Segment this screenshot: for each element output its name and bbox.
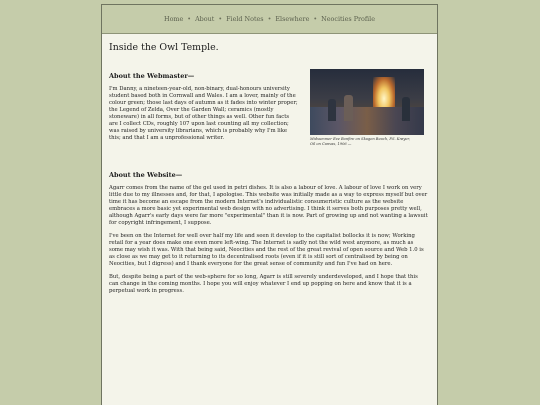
caption-line-1: Midsummer Eve Bonfire on Skagen Beach, P.S. Krøyer, [310,137,410,141]
page-container [101,4,438,405]
nav-about-link[interactable]: About [195,15,215,23]
website-text [109,185,429,301]
nav-field-notes-link[interactable]: Field Notes [226,15,264,23]
nav-elsewhere-link[interactable]: Elsewhere [275,15,310,23]
nav-separator: • [218,15,223,23]
nav-separator: • [187,15,192,23]
painting-image [310,69,424,135]
nav-separator: • [267,15,272,23]
painting-figure [310,69,424,147]
page-title: Inside the Owl Temple. [109,42,219,53]
nav-home-link[interactable]: Home [164,15,184,23]
webmaster-heading: About the Webmaster— [109,72,195,80]
website-paragraph: Agarr comes from the name of the gel used in petri dishes. It is also a labour of love. A labour of love I work on very little due to my illnesses and, for that, I apologise. This website was initially made as a way to express myself but over time it has become an escape from the modern Internet's individualistic consumeristic culture as the website embraces a more basic yet experimental web design with no advertising. I think it serves both purposes pretty well, although Agarr's early days were far more "experimental" than it is now. Part of growing up and not wanting a lawsuit for copyright infringement, I suppose. [109,185,428,226]
website-heading: About the Website— [109,171,183,179]
nav-neocities-profile-link[interactable]: Neocities Profile [321,15,375,23]
website-paragraph: But, despite being a part of the web-sphere for so long, Agarr is still severely underdeveloped, and I hope that this can change in the coming months. I hope you will enjoy whatever I end up popping on here and know that it is a perpetual work in progress. [109,274,418,294]
nav-separator: • [313,15,318,23]
painting-caption [310,137,424,147]
caption-line-2: Oil on Canvas, 1906 — [310,142,352,146]
webmaster-bio: I'm Danny, a nineteen-year-old, non-binary, dual-honours university student based both in Cornwall and Wales. I am a lover, mainly of the colour green; those last days of autumn as it fades into winter proper; the Legend of Zelda, Over the Garden Wall; ceramics (mostly stoneware) in all forms, but of other things as well. Other fun facts are I collect CDs, roughly 107 upon last counting all my collection; was raised by university librarians, which is probably why I'm like this; and that I am a unprofessional writer. [109,86,298,141]
top-nav [102,5,437,34]
website-paragraph: I've been on the Internet for well over half my life and seen it develop to the capitalist bollocks it is now; Working retail for a year does make one even more left-wing. The Internet is sadly not the wild west anymore, as much as some may wish it was. With that being said, Neocities and the rest of the great revival of open source and Web 1.0 is as close as we may get to it returning to its decentralised roots (even if it is still sort of centralised by being on Neocities, but I digress) and I thank everyone for the great sense of community and fun I've had on here. [109,233,424,267]
